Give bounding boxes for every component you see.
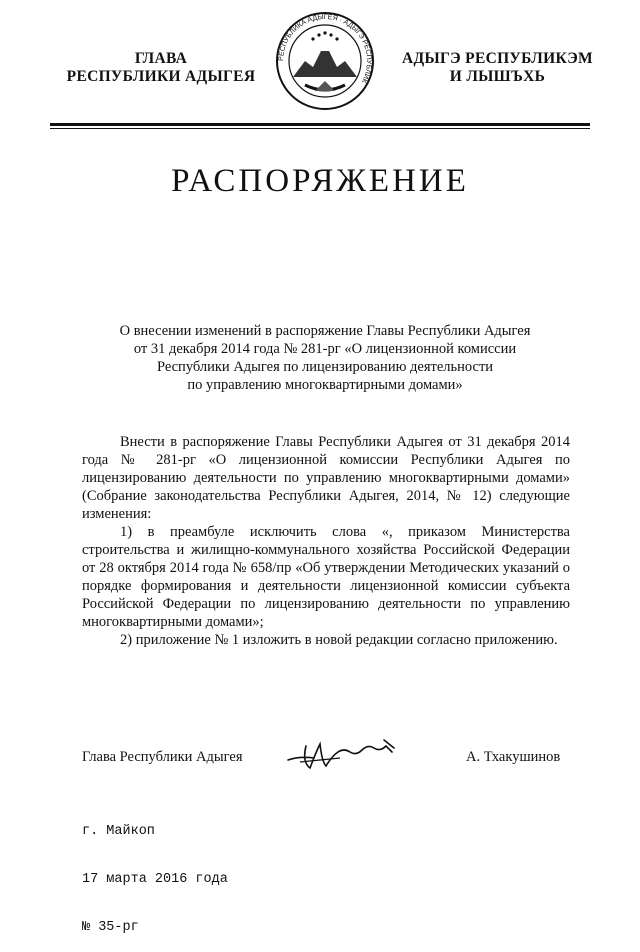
- signatory-name: А. Тхакушинов: [466, 749, 561, 765]
- signatory-role: Глава Республики Адыгея: [82, 749, 243, 765]
- body-paragraph-item-2: 2) приложение № 1 изложить в новой редакции согласно приложению.: [120, 632, 558, 648]
- footer-number: № 35-рг: [82, 920, 139, 935]
- document-subject: [70, 322, 580, 394]
- document-registration-footer: [82, 792, 228, 952]
- issuer-line-2: РЕСПУБЛИКИ АДЫГЕЯ: [66, 68, 256, 85]
- header-divider-thin: [50, 128, 590, 129]
- subject-line: О внесении изменений в распоряжение Главы Республики Адыгея: [119, 323, 531, 339]
- footer-city: г. Майкоп: [82, 824, 155, 839]
- subject-line: по управлению многоквартирными домами»: [187, 377, 463, 393]
- issuer-header-adyghe: [385, 50, 610, 86]
- body-paragraph-item-1: 1) в преамбуле исключить слова «, приказом Министерства строительства и жилищно-коммунального хозяйства Российской Федерации от 28 октября 2014 года № 658/пр «Об утверждении Методических указаний о порядке формирования и деятельности лицензионной комиссии субъекта Российской Федерации по лицензированию деятельности по управлению многоквартирными домами»;: [82, 524, 570, 630]
- handwritten-signature: [280, 722, 410, 782]
- emblem-ring-text: РЕСПУБЛИКА АДЫГЕЯ · АДЫГЭ РЕСПУБЛИК: [277, 13, 373, 84]
- subject-line: Республики Адыгея по лицензированию деятельности: [156, 359, 494, 375]
- footer-date: 17 марта 2016 года: [82, 872, 228, 887]
- issuer-adyghe-line-1: АДЫГЭ РЕСПУБЛИКЭМ: [402, 50, 593, 67]
- subject-line: от 31 декабря 2014 года № 281-рг «О лицензионной комиссии: [133, 341, 517, 357]
- body-paragraph: Внести в распоряжение Главы Республики Адыгея от 31 декабря 2014 года № 281-рг «О лицензионной комиссии Республики Адыгея по лицензированию деятельности по управлению многоквартирными домами» (Собрание законодательства Республики Адыгея, 2014, № 12) следующие изменения:: [82, 434, 570, 522]
- issuer-adyghe-line-2: И ЛЫШЪХЬ: [449, 68, 546, 85]
- document-body: [82, 433, 570, 649]
- issuer-header-russian: [50, 50, 272, 86]
- issuer-line-1: ГЛАВА: [134, 50, 188, 67]
- document-type-title: РАСПОРЯЖЕНИЕ: [171, 163, 469, 199]
- header-divider-thick: [50, 123, 590, 126]
- coat-of-arms-emblem: [275, 11, 375, 111]
